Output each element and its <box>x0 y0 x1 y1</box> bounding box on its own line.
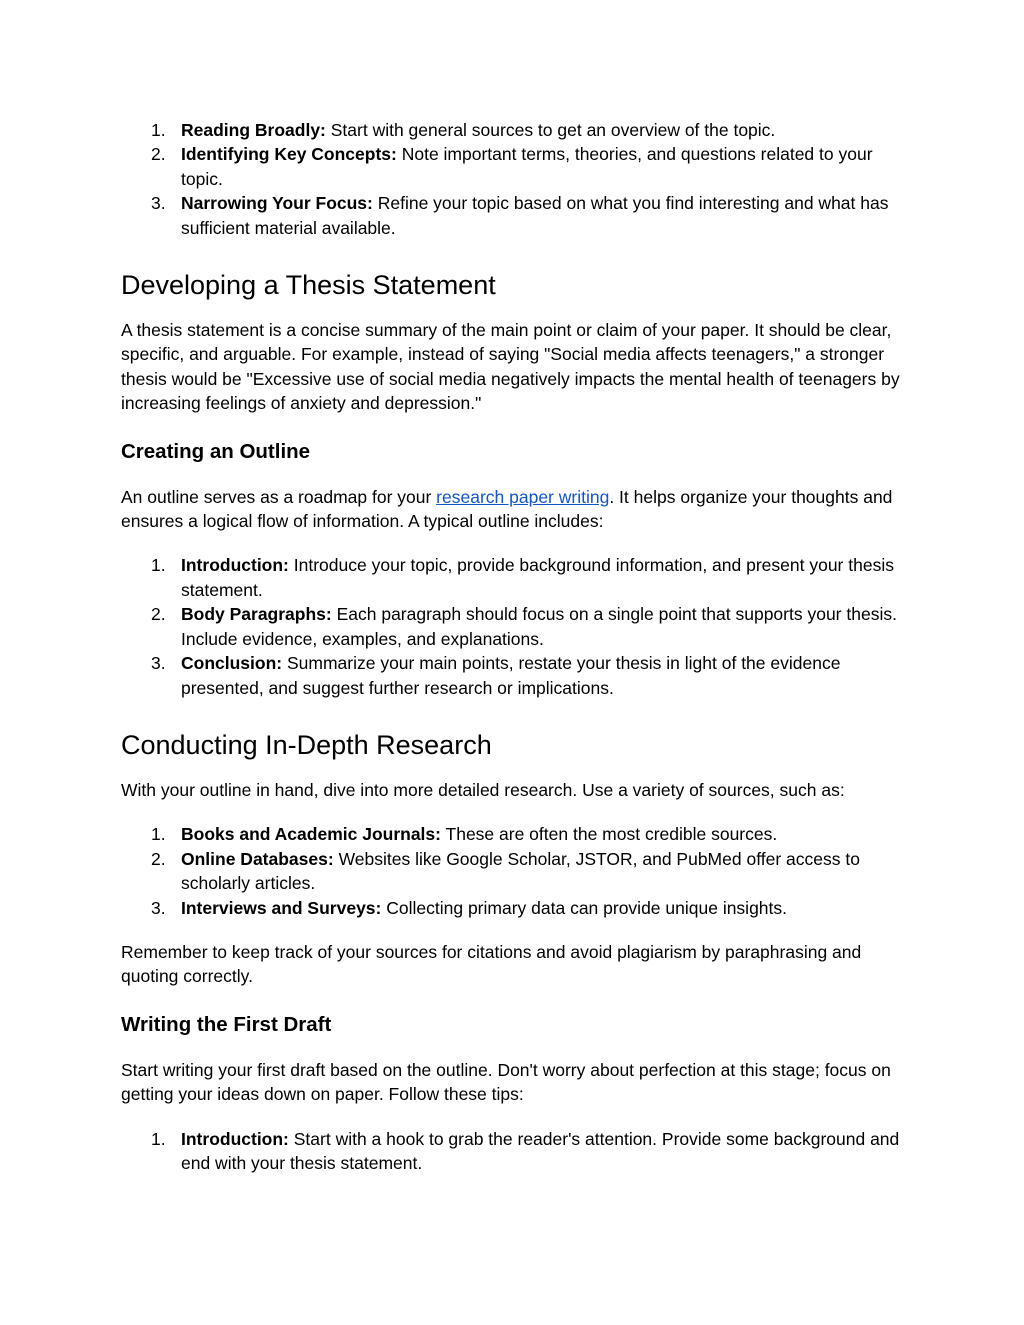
list-number: 3. <box>151 193 166 214</box>
research-paper-writing-link[interactable]: research paper writing <box>436 486 610 507</box>
list-text: Start with a hook to grab the reader's attention. Provide some background and end with your thesis statement. <box>181 1128 900 1173</box>
list-number: 2. <box>151 848 166 869</box>
list-term: Introduction: <box>181 555 289 576</box>
draft-tips-list <box>121 1127 911 1176</box>
list-item <box>121 191 911 240</box>
outline-intro-after: . It helps organize your thoughts and ensures a logical flow of information. A typical outline includes: <box>121 486 893 532</box>
outline-intro-before: An outline serves as a roadmap for your <box>121 486 437 507</box>
list-text: Refine your topic based on what you find interesting and what has sufficient material available. <box>181 193 889 238</box>
list-item <box>121 822 911 846</box>
list-text: These are often the most credible sources. <box>440 824 778 845</box>
list-text: Introduce your topic, provide background information, and present your thesis statement. <box>181 555 894 600</box>
outline-list <box>121 553 911 699</box>
list-number: 1. <box>151 555 166 576</box>
list-term: Body Paragraphs: <box>181 604 332 625</box>
list-number: 1. <box>151 824 166 845</box>
section-heading-draft: Writing the First Draft <box>121 1012 332 1036</box>
list-item <box>121 896 911 920</box>
research-steps-list <box>121 118 911 240</box>
outline-intro <box>121 485 911 534</box>
list-item <box>121 847 911 896</box>
list-number: 1. <box>151 1128 166 1149</box>
section-heading-outline: Creating an Outline <box>121 439 311 463</box>
list-item <box>121 602 911 651</box>
list-number: 1. <box>151 120 166 140</box>
document-page <box>121 118 911 1175</box>
section-heading-research: Conducting In-Depth Research <box>121 729 492 760</box>
list-item <box>121 651 911 700</box>
list-number: 2. <box>151 604 166 625</box>
list-term: Books and Academic Journals: <box>181 824 441 845</box>
list-term: Online Databases: <box>181 848 334 869</box>
research-intro: With your outline in hand, dive into more detailed research. Use a variety of sources, such as: <box>121 779 845 800</box>
list-text: Websites like Google Scholar, JSTOR, and PubMed offer access to scholarly articles. <box>181 848 860 894</box>
thesis-paragraph: A thesis statement is a concise summary of the main point or claim of your paper. It should be clear, specific, and arguable. For example, instead of saying "Social media affects teenagers," a stronger thesis would be "Excessive use of social media negatively impacts the mental health of teenagers by increasing feelings of anxiety and depression." <box>121 320 900 414</box>
list-text: Start with general sources to get an overview of the topic. <box>325 120 776 140</box>
list-text: Each paragraph should focus on a single point that supports your thesis. Include evidence, examples, and explanations. <box>181 604 897 649</box>
list-term: Reading Broadly: <box>181 120 326 140</box>
list-term: Conclusion: <box>181 653 283 674</box>
list-item <box>121 1127 911 1176</box>
list-term: Identifying Key Concepts: <box>181 144 397 165</box>
list-term: Introduction: <box>181 1128 289 1149</box>
list-number: 2. <box>151 144 166 165</box>
list-text: Summarize your main points, restate your thesis in light of the evidence presented, and suggest further research or implications. <box>181 653 841 698</box>
research-note: Remember to keep track of your sources for citations and avoid plagiarism by paraphrasing and quoting correctly. <box>121 941 862 987</box>
research-sources-list <box>121 822 911 920</box>
list-number: 3. <box>151 653 166 674</box>
draft-intro: Start writing your first draft based on the outline. Don't worry about perfection at this stage; focus on getting your ideas down on paper. Follow these tips: <box>121 1059 891 1105</box>
list-item <box>121 118 911 142</box>
list-item <box>121 553 911 602</box>
section-heading-thesis: Developing a Thesis Statement <box>121 270 496 301</box>
list-term: Narrowing Your Focus: <box>181 193 373 214</box>
list-item <box>121 142 911 191</box>
list-text: Note important terms, theories, and questions related to your topic. <box>181 144 873 189</box>
list-number: 3. <box>151 897 166 918</box>
list-text: Collecting primary data can provide unique insights. <box>381 897 788 918</box>
list-term: Interviews and Surveys: <box>181 897 382 918</box>
